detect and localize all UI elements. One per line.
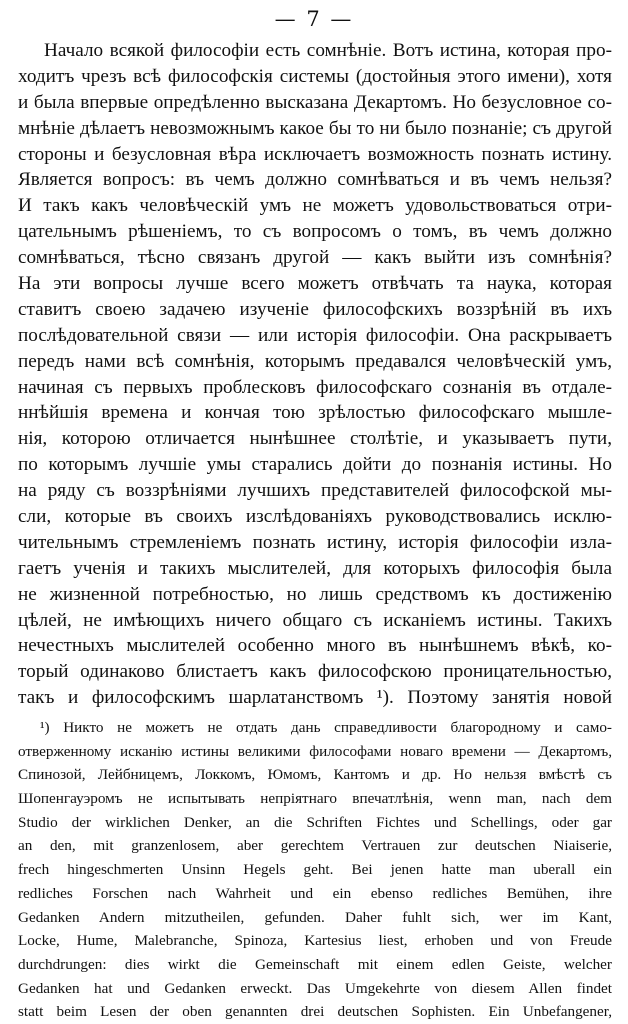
body-line: не жизненной потребностью, но лишь средствомъ къ достиженію: [18, 583, 612, 605]
body-line: по которымъ лучшіе умы старались дойти до познанія истины. Но: [18, 454, 612, 476]
body-line: чительнымъ стремленіемъ познать истину, исторія философіи изла-: [18, 531, 612, 553]
body-line: ставитъ своею задачею изученіе философскихъ воззрѣній въ ихъ: [18, 298, 612, 320]
body-line: нечестныхъ мыслителей особенно много въ нынѣшнемъ вѣкѣ, ко-: [18, 635, 612, 657]
footnote-line: Спинозой, Лейбницемъ, Локкомъ, Юмомъ, Кантомъ и др. Но нельзя вмѣстѣ съ: [18, 766, 612, 784]
body-line: нія, которою отличается нынѣшнее столѣтіе, и указываетъ пути,: [18, 428, 612, 450]
body-line: На эти вопросы лучше всего можетъ отвѣчать та наука, которая: [18, 273, 612, 295]
footnote-line: ¹) Никто не можетъ не отдать дань справедливости благородному и само-: [40, 719, 612, 736]
body-line: начиная съ первыхъ проблесковъ философскаго сознанія въ отдале-: [18, 376, 612, 398]
body-line: такъ и философскимъ шарлатанствомъ ¹). Поэтому занятія новой: [18, 687, 612, 709]
body-line: И такъ какъ человѣческій умъ не можетъ удовольствоваться отри-: [18, 195, 612, 217]
body-line: и была впервые опредѣленно высказана Декартомъ. Но безусловное со-: [18, 91, 612, 113]
body-line: Является вопросъ: въ чемъ должно сомнѣваться и въ чемъ нельзя?: [18, 169, 612, 191]
body-line: сомнѣваться, тѣсно связанъ другой — какъ выйти изъ сомнѣнія?: [18, 247, 612, 269]
footnote-line: Locke, Hume, Malebranche, Spinoza, Kartesius liest, erhoben und von Freude: [18, 932, 612, 950]
body-line: гаетъ ученія и такихъ мыслителей, для которыхъ философія была: [18, 557, 612, 579]
body-line: мнѣніе дѣлаетъ невозможнымъ какое бы то ни было познаніе; съ другой: [18, 117, 612, 139]
footnote-line: frech hingeschmerten Unsinn Hegels geht. Bei jenen hatte man uberall ein: [18, 861, 612, 879]
body-line: Начало всякой философіи есть сомнѣніе. Вотъ истина, которая про-: [44, 40, 612, 61]
body-line: цѣлей, не имѣющихъ ничего общаго съ исканіемъ истины. Такихъ: [18, 609, 612, 631]
body-line: ннѣйшія времена и кончая тою зрѣлостью философскаго мышле-: [18, 402, 612, 424]
footnote-line: an den, mit granzenlosem, aber gerechtem Vertrauen zur deutschen Niaiserie,: [18, 837, 612, 855]
body-line: на ряду съ воззрѣніями лучшихъ представителей философской мы-: [18, 480, 612, 502]
footnote-line: Gedanken hat und Gedanken erweckt. Das Umgekehrte von diesem Allen findet: [18, 979, 612, 997]
footnote-line: отверженному исканію истины великими философами новаго времени — Декартомъ,: [18, 742, 612, 760]
footnote-line: Gedanken Andern mitzutheilen, gefunden. Daher fuhlt sich, wer im Kant,: [18, 908, 612, 926]
main-paragraph: [18, 38, 612, 711]
body-line: цательнымъ рѣшеніемъ, то съ вопросомъ о томъ, въ чемъ должно: [18, 221, 612, 243]
footnote: [18, 716, 612, 1024]
footnote-line: Шопенгауэромъ не испытывать непріятнаго впечатлѣнія, wenn man, nach dem: [18, 790, 612, 808]
footnote-line: statt beim Lesen der oben genannten drei deutschen Sophisten. Ein Unbefangener,: [18, 1003, 612, 1021]
body-line: стороны и безусловная вѣра исключаетъ возможность познать истину.: [18, 143, 612, 165]
footnote-line: redliches Forschen nach Wahrheit und ein ebenso redliches Bemühen, ihre: [18, 884, 612, 902]
body-line: сли, которые въ своихъ изслѣдованіяхъ руководствовались исклю-: [18, 506, 612, 528]
body-line: послѣдовательной связи — или исторія философіи. Она раскрываетъ: [18, 324, 612, 346]
page-number: — 7 —: [274, 7, 354, 31]
body-line: ходитъ чрезъ всѣ философскія системы (достойныя этого имени), хотя: [18, 65, 612, 87]
footnote-line: Studio der wirklichen Denker, an die Schriften Fichtes und Schellings, oder gar: [18, 813, 612, 831]
body-line: передъ нами всѣ сомнѣнія, которымъ предавался человѣческій умъ,: [18, 350, 612, 372]
body-line: торый одинаково блистаетъ какъ философскою проницательностью,: [18, 661, 612, 683]
footnote-line: durchdrungen: dies wirkt die Gemeinschaft mit einem edlen Geiste, welcher: [18, 955, 612, 973]
